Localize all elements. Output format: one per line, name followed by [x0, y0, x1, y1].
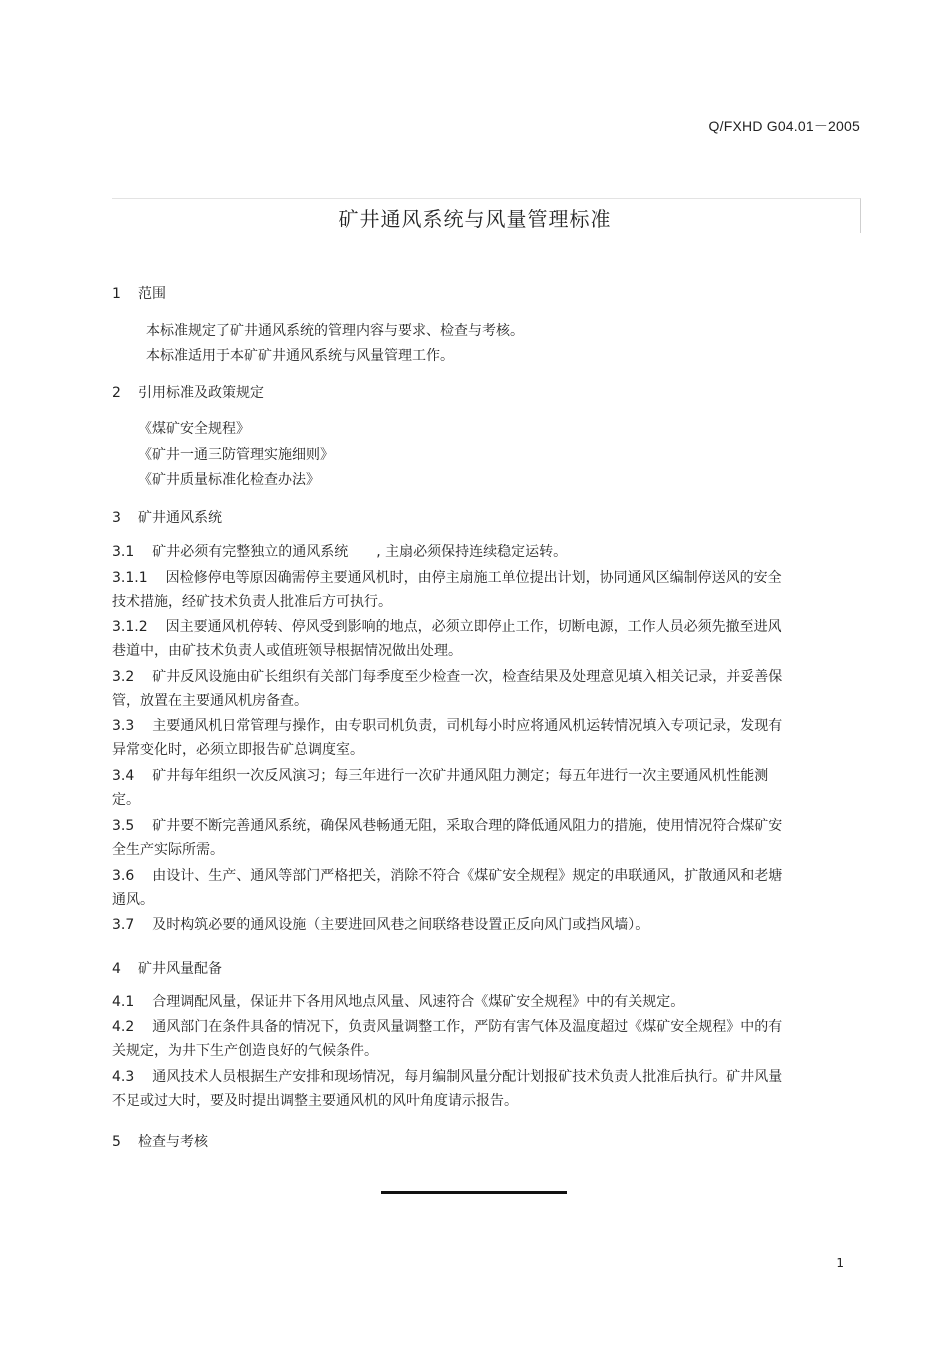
- clause-text: 因检修停电等原因确需停主要通风机时，由停主扇施工单位提出计划，协同通风区编制停送风的安全技术措施，经矿技术负责人批准后方可执行。: [112, 570, 782, 610]
- clause-text: 矿井要不断完善通风系统，确保风巷畅通无阻，采取合理的降低通风阻力的措施，使用情况符合煤矿安全生产实际所需。: [112, 818, 783, 858]
- section-number: 4: [112, 961, 121, 977]
- clause-text: 通风部门在条件具备的情况下，负责风量调整工作，严防有害气体及温度超过《煤矿安全规程》中的有关规定，为井下生产创造良好的气候条件。: [112, 1019, 783, 1059]
- clause-text: 矿井必须有完整独立的通风系统 , 主扇必须保持连续稳定运转。: [152, 544, 568, 560]
- section-title: 矿井风量配备: [138, 961, 222, 977]
- clause-3-6: [112, 864, 784, 912]
- section-number: 3: [112, 510, 121, 526]
- clause-number: 3.7: [112, 917, 135, 933]
- clause-text: 合理调配风量，保证井下各用风地点风量、风速符合《煤矿安全规程》中的有关规定。: [152, 994, 685, 1010]
- section-heading-1: [112, 283, 166, 303]
- section-heading-3: [112, 507, 222, 527]
- clause-number: 4.2: [112, 1019, 135, 1035]
- clause-text: 矿井反风设施由矿长组织有关部门每季度至少检查一次，检查结果及处理意见填入相关记录，并妥善保管，放置在主要通风机房备查。: [112, 669, 783, 709]
- document-code: Q/FXHD G04.01－2005: [708, 118, 860, 134]
- section-heading-2: [112, 382, 264, 402]
- reference-item: 《矿井质量标准化检查办法》: [138, 472, 320, 488]
- clause-4-3: [112, 1065, 784, 1113]
- clause-number: 3.4: [112, 768, 135, 784]
- clause-4-2: [112, 1015, 784, 1063]
- clause-number: 3.1.2: [112, 619, 148, 635]
- clause-text: 主要通风机日常管理与操作，由专职司机负责，司机每小时应将通风机运转情况填入专项记录，发现有异常变化时，必须立即报告矿总调度室。: [112, 718, 783, 758]
- clause-number: 4.3: [112, 1069, 135, 1085]
- page-number: 1: [836, 1256, 844, 1270]
- clause-3-1-1: [112, 566, 784, 614]
- section-title: 矿井通风系统: [138, 510, 222, 526]
- clause-number: 3.5: [112, 818, 135, 834]
- clause-4-1: [112, 990, 784, 1014]
- clause-number: 4.1: [112, 994, 135, 1010]
- clause-text: 因主要通风机停转、停风受到影响的地点，必须立即停止工作，切断电源，工作人员必须先撤至进风巷道中，由矿技术负责人或值班领导根据情况做出处理。: [112, 619, 782, 659]
- clause-3-2: [112, 665, 784, 713]
- clause-3-1-2: [112, 615, 784, 663]
- clause-text: 由设计、生产、通风等部门严格把关，消除不符合《煤矿安全规程》规定的串联通风，扩散通风和老塘通风。: [112, 868, 783, 908]
- clause-number: 3.3: [112, 718, 135, 734]
- clause-3-5: [112, 814, 784, 862]
- clause-text: 矿井每年组织一次反风演习；每三年进行一次矿井通风阻力测定；每五年进行一次主要通风机性能测定。: [112, 768, 769, 808]
- section-title: 引用标准及政策规定: [138, 385, 264, 401]
- clause-number: 3.1.1: [112, 570, 148, 586]
- end-rule: [381, 1191, 567, 1194]
- section-title: 范围: [138, 286, 166, 302]
- section-number: 2: [112, 385, 121, 401]
- clause-text: 及时构筑必要的通风设施（主要进回风巷之间联络巷设置正反向风门或挡风墙）。: [152, 917, 650, 933]
- section-heading-4: [112, 958, 222, 978]
- clause-text: 通风技术人员根据生产安排和现场情况，每月编制风量分配计划报矿技术负责人批准后执行。矿井风量不足或过大时，要及时提出调整主要通风机的风叶角度请示报告。: [112, 1069, 783, 1109]
- clause-number: 3.2: [112, 669, 135, 685]
- section-heading-5: [112, 1131, 208, 1151]
- section-title: 检查与考核: [138, 1134, 208, 1150]
- section-number: 5: [112, 1134, 121, 1150]
- clause-number: 3.6: [112, 868, 135, 884]
- reference-item: 《矿井一通三防管理实施细则》: [138, 447, 334, 463]
- clause-number: 3.1: [112, 544, 135, 560]
- reference-item: 《煤矿安全规程》: [138, 421, 250, 437]
- scope-line: 本标准适用于本矿矿井通风系统与风量管理工作。: [146, 348, 454, 364]
- clause-3-1: [112, 540, 784, 564]
- scope-line: 本标准规定了矿井通风系统的管理内容与要求、检查与考核。: [146, 323, 524, 339]
- clause-3-7: [112, 913, 784, 937]
- clause-3-3: [112, 714, 784, 762]
- clause-3-4: [112, 764, 784, 812]
- document-title: 矿井通风系统与风量管理标准: [338, 207, 612, 231]
- section-number: 1: [112, 286, 121, 302]
